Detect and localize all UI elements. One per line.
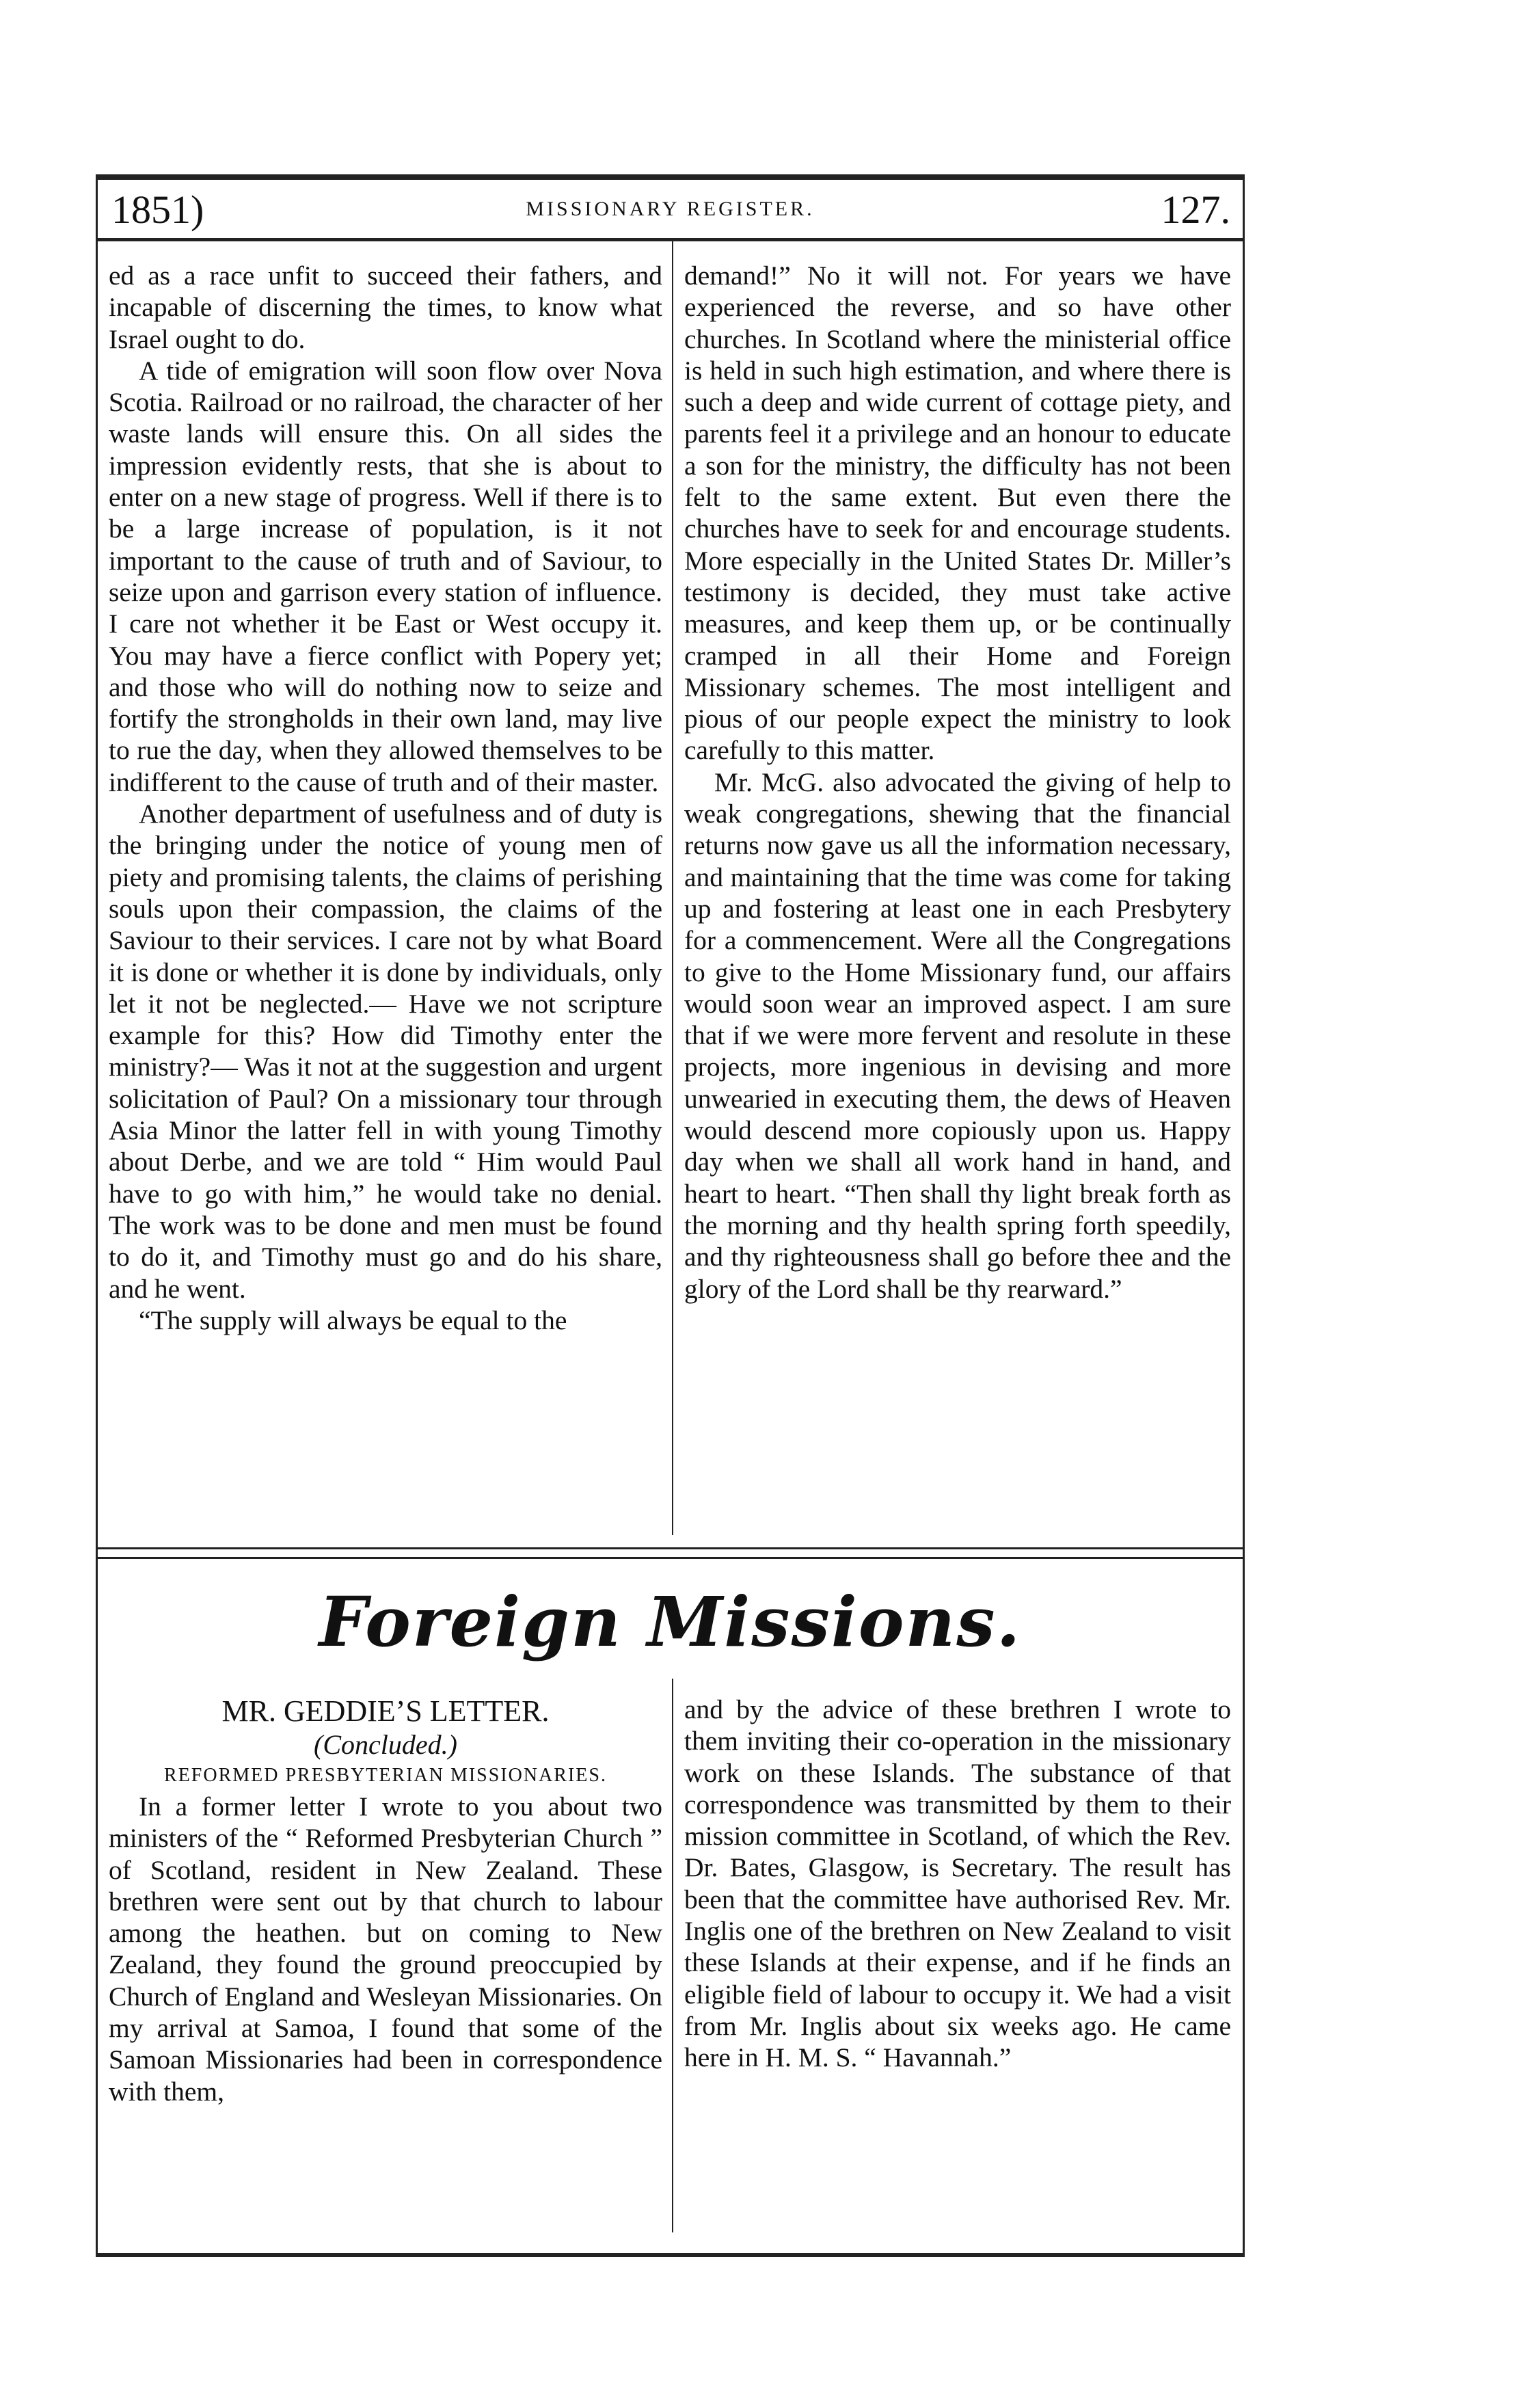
top-right-column	[684, 260, 1231, 1305]
header-title: MISSIONARY REGISTER.	[526, 198, 815, 220]
header-year: 1851)	[111, 187, 204, 232]
paragraph: demand!” No it will not. For years we have experienced the reverse, and so have other churches. In Scotland where the ministerial office is held in such high estimation, and where there is such a deep and wide current of cottage piety, and parents feel it a privilege and an honour to educate a son for the ministry, the difficulty has not been felt to the same extent. But even there the churches have to seek for and encourage students. More especially in the United States Dr. Miller’s testimony is decided, they must take active measures, and keep them up, or be continually cramped in all their Home and Foreign Missionary schemes. The most intelligent and pious of our people expect the ministry to look carefully to this matter.	[684, 261, 1231, 766]
column-rule	[672, 1679, 673, 2232]
paragraph: In a former letter I wrote to you about two ministers of the “ Reformed Presbyterian Church ” of Scotland, resident in New Zealand. These brethren were sent out by that church to labour among the heathen. but on coming to New Zealand, they found the ground preoccupied by Church of England and Wesleyan Missionaries. On my arrival at Samoa, I found that some of the Samoan Missionaries had been in correspondence with them,	[109, 1791, 662, 2107]
letter-right-column	[684, 1694, 1231, 2074]
letter-subheading: (Concluded.)	[314, 1729, 457, 1760]
letter-caption: REFORMED PRESBYTERIAN MISSIONARIES.	[164, 1765, 607, 1786]
newspaper-page	[96, 174, 1245, 2257]
paragraph: ed as a race unfit to succeed their fathers, and incapable of discerning the times, to know what Israel ought to do.	[109, 261, 662, 354]
header-page-number: 127.	[1161, 187, 1230, 232]
paragraph: and by the advice of these brethren I wrote to them inviting their co-operation in the missionary work on these Islands. The substance of that correspondence was transmitted by them to their mission committee in Scotland, of which the Rev. Dr. Bates, Glasgow, is Secretary. The result has been that the committee have authorised Rev. Mr. Inglis one of the brethren on New Zealand to visit these Islands at their expense, and if he finds an eligible field of labour to occupy it. We had a visit from Mr. Inglis about six weeks ago. He came here in H. M. S. “ Havannah.”	[684, 1694, 1231, 2073]
column-rule	[672, 239, 673, 1535]
paragraph: “The supply will always be equal to the	[139, 1305, 567, 1335]
letter-left-column	[109, 1694, 662, 2107]
section-divider	[98, 1557, 1243, 1559]
paragraph: Another department of usefulness and of duty is the bringing under the notice of young men of piety and promising talents, the claims of perishing souls upon their compassion, the claims of the Saviour to their services. I care not by what Board it is done or whether it is done by individuals, only let it not be neglected.— Have we not scripture example for this? How did Timothy enter the ministry?— Was it not at the suggestion and urgent solicitation of Paul? On a missionary tour through Asia Minor the latter fell in with young Timothy about Derbe, and we are told “ Him would Paul have to go with him,” he would take no denial. The work was to be done and men must be found to do it, and Timothy must go and do his share, and he went.	[109, 799, 662, 1304]
page-header	[98, 174, 1243, 241]
section-divider	[98, 1547, 1243, 1549]
paragraph: Mr. McG. also advocated the giving of help to weak congregations, shewing that the financial returns now gave us all the information necessary, and maintaining that the time was come for taking up and fostering at least one in each Presbytery for a commencement. Were all the Congregations to give to the Home Missionary fund, our affairs would soon wear an improved aspect. I am sure that if we were more fervent and resolute in these projects, more ingenious in devising and more unwearied in executing them, the dews of Heaven would descend more copiously upon us. Happy day when we shall all work hand in hand, and heart to heart. “Then shall thy light break forth as the morning and thy health spring forth speedily, and thy righteousness shall go before thee and the glory of the Lord shall be thy rearward.”	[684, 766, 1231, 1304]
top-left-column	[109, 260, 662, 1336]
paragraph: A tide of emigration will soon flow over Nova Scotia. Railroad or no railroad, the character of her waste lands will ensure this. On all sides the impression evidently rests, that she is about to enter on a new stage of progress. Well if there is to be a large increase of population, is it not important to the cause of truth and of Saviour, to seize upon and garrison every station of influence. I care not whether it be East or West occupy it. You may have a fierce conflict with Popery yet; and those who will do nothing now to seize and fortify the strongholds in their own land, may live to rue the day, when they allowed themselves to be indifferent to the cause of truth and of their master.	[109, 355, 662, 797]
section-title: Foreign Missions.	[319, 1581, 1022, 1662]
letter-heading: MR. GEDDIE’S LETTER.	[221, 1694, 550, 1728]
